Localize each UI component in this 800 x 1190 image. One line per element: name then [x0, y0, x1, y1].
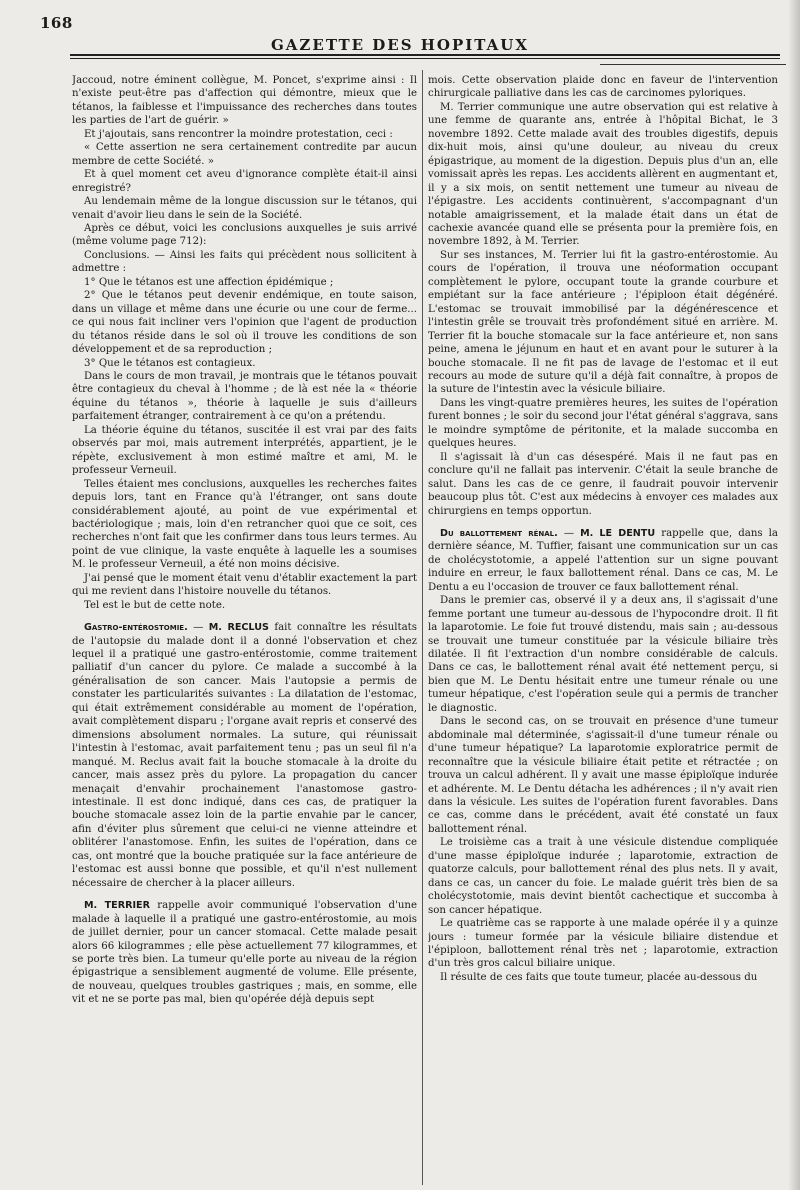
- paragraph: [428, 917, 778, 971]
- paragraph: [72, 168, 417, 195]
- paragraph-text: Il résulte de ces faits que toute tumeur, placée au-dessous du: [440, 971, 758, 983]
- header-rule: [70, 54, 780, 59]
- paragraph-text: Sur ses instances, M. Terrier lui fit la gastro-entérostomie. Au cours de l'opération, il trouva une néoformation occupant complètement le pylore, occupant toute la grande courbure et empiétant sur la face antérieure ; l'épiploon était dégénéré. L'estomac se trouvait immobilisé par la dégénérescence et l'intestin grêle se trouvait très profondément situé en arrière. M. Terrier fit la bouche stomacale sur la face antérieure et, non sans peine, amena le jéjunum en haut et en avant pour le suturer à la bouche stomacale. Il ne fit pas de lavage de l'estomac et il eut recours au mode de suture qu'il a déjà fait connaître, à propos de la suture de l'intestin avec la vésicule biliaire.: [428, 249, 778, 396]
- paragraph: [428, 249, 778, 397]
- paragraph-text: 3° Que le tétanos est contagieux.: [84, 357, 256, 369]
- journal-title: GAZETTE DES HOPITAUX: [270, 36, 529, 54]
- paragraph-text: Tel est le but de cette note.: [84, 599, 226, 611]
- right-column: [428, 74, 778, 1184]
- paragraph-text: rappelle que, dans la dernière séance, M. Tuffier, faisant une communication sur un cas de cholécystotomie, a appelé l'attention sur un signe pouvant induire en erreur, le faux ballottement rénal. Dans ce cas, M. Le Dentu a eu l'occasion de trouver ce faux ballottement rénal.: [428, 527, 778, 593]
- speaker-name: M. LE DENTU: [580, 527, 656, 539]
- page-number: 168: [40, 14, 73, 32]
- paragraph: [72, 141, 417, 168]
- paragraph: [428, 74, 778, 101]
- paragraph: [72, 289, 417, 356]
- paragraph-text: mois. Cette observation plaide donc en faveur de l'intervention chirurgicale palliative dans les cas de carcinomes pyloriques.: [428, 75, 778, 100]
- paragraph: [72, 424, 417, 478]
- paragraph-text: Et à quel moment cet aveu d'ignorance complète était-il ainsi enregistré?: [72, 169, 417, 194]
- paragraph: [72, 370, 417, 424]
- paragraph: [72, 128, 417, 141]
- paragraph: [72, 599, 417, 612]
- left-column: [72, 74, 417, 1184]
- paragraph: [72, 276, 417, 289]
- paragraph: [72, 249, 417, 276]
- paragraph: [428, 836, 778, 917]
- paragraph-text: M. Terrier communique une autre observation qui est relative à une femme de quarante ans, entrée à l'hôpital Bichat, le 3 novembre 1892. Cette malade avait des troubles digestifs, depuis dix-huit mois, ainsi qu'une douleur, au niveau du creux épigastrique, au moment de la digestion. Depuis plus d'un an, elle vomissait après les repas. Les accidents allèrent en augmentant et, il y a six mois, on sentit nettement une tumeur au niveau de l'épigastre. Les accidents continuèrent, s'accompagnant d'un notable amaigrissement, et la malade était dans un état de cachexie avancée quand elle se présenta pour la première fois, en novembre 1892, à M. Terrier.: [428, 101, 778, 248]
- paragraph: [72, 222, 417, 249]
- paragraph: [428, 594, 778, 715]
- paragraph: [72, 899, 417, 1007]
- paragraph-text: J'ai pensé que le moment était venu d'établir exactement la part qui me revient dans l'histoire nouvelle du tétanos.: [72, 572, 417, 598]
- paragraph: Du ballottement rénal. — M. LE DENTU rappelle que, dans la dernière séance, M. Tuffier, faisant une communication sur un cas de cholécystotomie, a appelé l'attention sur un signe pouvant induire en erreur, le faux ballottement rénal. Dans ce cas, M. Le Dentu a eu l'occasion de trouver ce faux ballottement rénal.: [428, 527, 778, 593]
- paragraph-text: 2° Que le tétanos peut devenir endémique, en toute saison, dans un village et même dans une écurie ou une cour de ferme... ce qui nous fait incliner vers l'opinion que l'agent de production du tétanos réside dans le sol où il trouve les conditions de son développement et de sa reproduction ;: [72, 290, 417, 356]
- paragraph-text: Conclusions. — Ainsi les faits qui précèdent nous sollicitent à admettre :: [72, 249, 417, 275]
- paragraph-text: Le quatrième cas se rapporte à une malade opérée il y a quinze jours : tumeur formée par la vésicule biliaire distendue et l'épiploon, ballottement rénal très net ; laparotomie, extraction d'un très gros calcul biliaire unique.: [428, 918, 778, 970]
- speaker-name: M. TERRIER: [84, 900, 150, 912]
- paragraph: [428, 101, 778, 249]
- paragraph: [428, 971, 778, 984]
- paragraph: [428, 715, 778, 836]
- paragraph-text: Il s'agissait là d'un cas désespéré. Mais il ne faut pas en conclure qu'il ne fallait pas intervenir. C'était la seule branche de salut. Dans les cas de ce genre, il faudrait pouvoir intervenir beaucoup plus tôt. C'est aux médecins à envoyer ces malades aux chirurgiens en temps opportun.: [428, 451, 778, 517]
- paragraph-text: Jaccoud, notre éminent collègue, M. Poncet, s'exprime ainsi : Il n'existe peut-être pas d'affection qui démontre, mieux que le tétanos, la faiblesse et l'impuissance des recherches dans toutes les parties de l'art de guérir. »: [72, 75, 417, 127]
- column-top-rule: [600, 64, 786, 65]
- paragraph-text: rappelle avoir communiqué l'observation d'une malade à laquelle il a pratiqué une gastro-entérostomie, au mois de juillet dernier, pour un cancer stomacal. Cette malade pesait alors 66 kilogrammes ; elle pèse actuellement 77 kilogrammes, et se porte très bien. La tumeur qu'elle porte au niveau de la région épigastrique a sensiblement augmenté de volume. Elle présente, de nouveau, quelques troubles gastriques ; mais, en somme, elle vit et ne se porte pas mal, bien qu'opérée déjà depuis sept: [72, 900, 417, 1006]
- paragraph-text: Dans le second cas, on se trouvait en présence d'une tumeur abdominale mal déterminée, s'agissait-il d'une tumeur rénale ou d'une tumeur hépatique? La laparotomie exploratrice permit de reconnaître que la vésicule biliaire était petite et rétractée ; on trouva un calcul adhérent. Il y avait une masse épiploïque indurée et adhérente. M. Le Dentu détacha les adhérences ; il n'y avait rien dans la vésicule. Les suites de l'opération furent favorables. Dans ce cas, comme dans le précédent, avait été constaté un faux ballottement rénal.: [428, 716, 778, 835]
- column-divider: [422, 70, 423, 1185]
- speaker-name: M. RECLUS: [208, 622, 269, 634]
- paragraph-text: Dans le premier cas, observé il y a deux ans, il s'agissait d'une femme portant une tumeur au-dessous de l'hypocondre droit. Il fit la laparotomie. Le foie fut trouvé distendu, mais sain ; au-dessous se trouvait une tumeur constituée par la vésicule biliaire très dilatée. Il fit l'extraction d'un nombre considérable de calculs. Dans ce cas, le ballottement rénal avait été nettement perçu, si bien que M. Le Dentu hésitait entre une tumeur rénale ou une tumeur hépatique, c'est l'opération seule qui a permis de trancher le diagnostic.: [428, 595, 778, 714]
- paragraph: [72, 572, 417, 599]
- section-heading: Du ballottement rénal.: [440, 527, 558, 539]
- paragraph: [428, 451, 778, 518]
- paragraph-text: Dans les vingt-quatre premières heures, les suites de l'opération furent bonnes ; le soir du second jour l'état général s'aggrava, sans le moindre symptôme de péritonite, et la malade succomba en quelques heures.: [428, 397, 778, 450]
- paragraph-text: Après ce début, voici les conclusions auxquelles je suis arrivé (même volume page 712):: [72, 222, 417, 248]
- paragraph-text: fait connaître les résultats de l'autopsie du malade dont il a donné l'observation et chez lequel il a pratiqué une gastro-entérostomie, comme traitement palliatif d'un cancer du pylore. Ce malade a succombé à la généralisation de son cancer. Mais l'autopsie a permis de constater les particularités suivantes : La dilatation de l'estomac, qui était extrêmement considérable au moment de l'opération, avait complètement disparu ; l'organe avait repris et conservé des dimensions absolument normales. La suture, qui réunissait l'intestin à l'estomac, avait parfaitement tenu ; pas un seul fil n'a manqué. M. Reclus avait fait la bouche stomacale à la droite du cancer, mais assez près du pylore. La propagation du cancer menaçait d'envahir prochainement l'anastomose gastro-intestinale. Il est donc indiqué, dans ces cas, de pratiquer la bouche stomacale assez loin de la partie envahie par le cancer, afin d'éviter plus sûrement que celui-ci ne vienne atteindre et oblitérer l'anastomose. Enfin, les suites de l'opération, dans ce cas, ont montré que la bouche pratiquée sur la face antérieure de l'estomac est aussi bonne que possible, et qu'il n'est nullement nécessaire de chercher à la placer ailleurs.: [72, 622, 417, 889]
- section-heading: Gastro-entérostomie.: [84, 622, 188, 634]
- paragraph: [72, 357, 417, 370]
- paragraph-text: « Cette assertion ne sera certainement contredite par aucun membre de cette Société. »: [72, 142, 417, 167]
- paragraph-text: La théorie équine du tétanos, suscitée il est vrai par des faits observés par moi, mais autrement interprétés, appartient, je le répète, exclusivement à mon estimé maître et ami, M. le professeur Verneuil.: [72, 424, 417, 477]
- paragraph: [72, 478, 417, 572]
- paragraph-text: Au lendemain même de la longue discussion sur le tétanos, qui venait d'avoir lieu dans le sein de la Société.: [72, 196, 417, 221]
- paragraph-text: Dans le cours de mon travail, je montrais que le tétanos pouvait être contagieux du cheval à l'homme ; de là est née la « théorie équine du tétanos », théorie à laquelle je suis d'ailleurs parfaitement étranger, contrairement à ce qu'on a prétendu.: [72, 370, 417, 423]
- page-edge-shadow: [788, 0, 800, 1190]
- paragraph: [72, 74, 417, 128]
- paragraph: [72, 195, 417, 222]
- paragraph-text: Et j'ajoutais, sans rencontrer la moindre protestation, ceci :: [84, 128, 393, 140]
- paragraph-text: 1° Que le tétanos est une affection épidémique ;: [84, 276, 334, 288]
- paragraph-text: Le troisième cas a trait à une vésicule distendue compliquée d'une masse épiploïque indurée ; laparotomie, extraction de quatorze calculs, pour ballottement rénal des plus nets. Il y avait, dans ce cas, un cancer du foie. Le malade guérit très bien de sa cholécystotomie, mais devint bientôt cachectique et succomba à son cancer hépatique.: [428, 837, 778, 916]
- paragraph-text: Telles étaient mes conclusions, auxquelles les recherches faites depuis lors, tant en France qu'à l'étranger, ont sans doute considérablement ajouté, au point de vue expérimental et bactériologique ; mais, loin d'en retrancher quoi que ce soit, ces recherches n'ont fait que les confirmer dans tous leurs termes. Au point de vue clinique, la vaste enquête à laquelle les a soumises M. le professeur Verneuil, a été non moins décisive.: [72, 478, 417, 571]
- paragraph: Gastro-entérostomie. — M. RECLUS fait connaître les résultats de l'autopsie du malade dont il a donné l'observation et chez lequel il a pratiqué une gastro-entérostomie, comme traitement palliatif d'un cancer du pylore. Ce malade a succombé à la généralisation de son cancer. Mais l'autopsie a permis de constater les particularités suivantes : La dilatation de l'estomac, qui était extrêmement considérable au moment de l'opération, avait complètement disparu ; l'organe avait repris et conservé des dimensions absolument normales. La suture, qui réunissait l'intestin à l'estomac, avait parfaitement tenu ; pas un seul fil n'a manqué. M. Reclus avait fait la bouche stomacale à la droite du cancer, mais assez près du pylore. La propagation du cancer menaçait d'envahir prochainement l'anastomose gastro-intestinale. Il est donc indiqué, dans ces cas, de pratiquer la bouche stomacale assez loin de la partie envahie par le cancer, afin d'éviter plus sûrement que celui-ci ne vienne atteindre et oblitérer l'anastomose. Enfin, les suites de l'opération, dans ce cas, ont montré que la bouche pratiquée sur la face antérieure de l'estomac est aussi bonne que possible, et qu'il n'est nullement nécessaire de chercher à la placer ailleurs.: [72, 622, 417, 889]
- paragraph: [428, 397, 778, 451]
